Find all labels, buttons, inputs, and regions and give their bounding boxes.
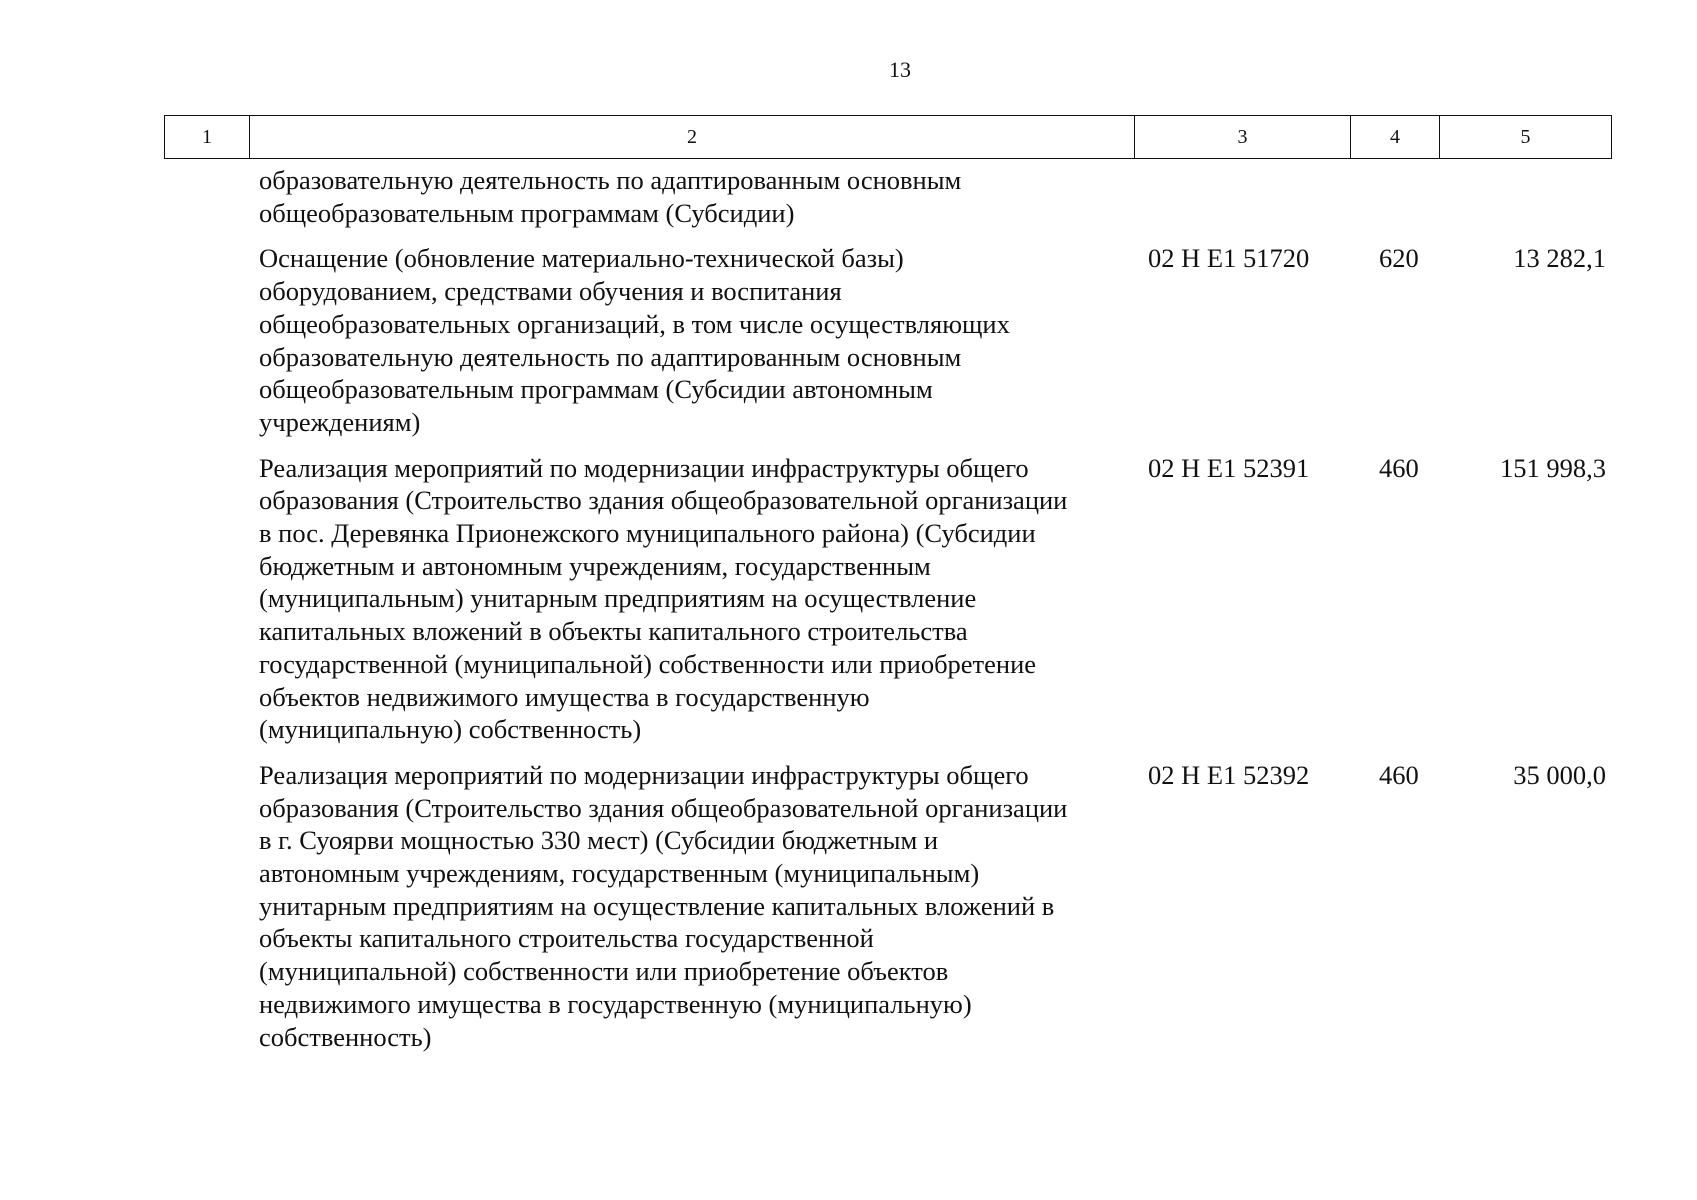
column-header-4: 4 xyxy=(1351,116,1440,159)
column-header-table xyxy=(164,115,1612,159)
column-header-row xyxy=(165,116,1612,159)
row-expense-type: 460 xyxy=(1379,452,1419,483)
row-description: Реализация мероприятий по модернизации инфраструктуры общего образования (Строительство здания общеобразовательной организации в пос. Деревянка Прионежского муниципального района) (Субсидии бюджетным и автономным учреждениям, государственным (муниципальным) унитарным предприятиям на осуществление капитальных вложений в объекты капитального строительства государственной (муниципальной) собственности или приобретение объектов недвижимого имущества в государственную (муниципальную) собственность) xyxy=(259,452,1068,745)
table-row xyxy=(164,164,1615,229)
row-description: Оснащение (обновление материально-технической базы) оборудованием, средствами обучения и воспитания общеобразовательных организаций, в том числе осуществляющих образовательную деятельность по адаптированным основным общеобразовательным программам (Субсидии автономным учреждениям) xyxy=(259,243,1010,437)
column-header-2: 2 xyxy=(250,116,1135,159)
row-expense-type: 620 xyxy=(1379,243,1419,274)
table-body xyxy=(164,164,1615,1066)
row-amount: 151 998,3 xyxy=(1500,452,1606,483)
column-header-1: 1 xyxy=(165,116,250,159)
row-description: образовательную деятельность по адаптированным основным общеобразовательным программам (Субсидии) xyxy=(259,165,962,228)
row-description: Реализация мероприятий по модернизации инфраструктуры общего образования (Строительство здания общеобразовательной организации в г. Суоярви мощностью 330 мест) (Субсидии бюджетным и автономным учреждениям, государственным (муниципальным) унитарным предприятиям на осуществление капитальных вложений в объекты капитального строительства государственной (муниципальной) собственности или приобретение объектов недвижимого имущества в государственную (муниципальную) собственность) xyxy=(259,759,1068,1052)
table-row xyxy=(164,452,1615,746)
column-header-3: 3 xyxy=(1135,116,1351,159)
column-header-5: 5 xyxy=(1440,116,1612,159)
row-code: 02 Н Е1 52392 xyxy=(1148,759,1310,790)
page-number: 13 xyxy=(889,57,911,82)
row-amount: 35 000,0 xyxy=(1513,759,1606,790)
row-code: 02 Н Е1 51720 xyxy=(1148,243,1310,274)
table-row xyxy=(164,759,1615,1053)
row-expense-type: 460 xyxy=(1379,759,1419,790)
table-row xyxy=(164,242,1615,438)
row-code: 02 Н Е1 52391 xyxy=(1148,452,1310,483)
row-amount: 13 282,1 xyxy=(1513,243,1606,274)
